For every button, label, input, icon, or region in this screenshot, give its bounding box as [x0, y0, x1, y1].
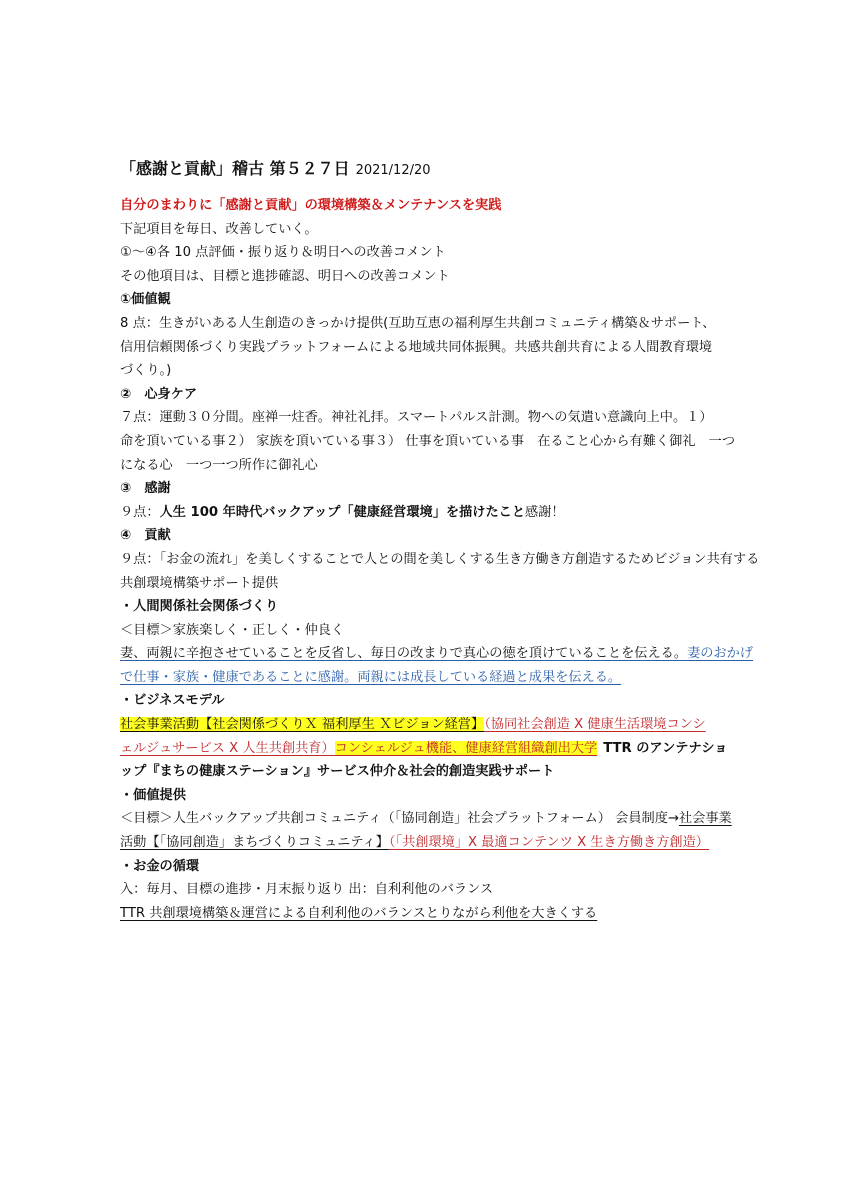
value-line — [120, 807, 735, 831]
intro-line: その他項目は、目標と進捗確認、明日への改善コメント — [120, 268, 450, 284]
business-red-text: ェルジュサービス X 人生共創共育） — [120, 740, 335, 756]
intro-line: 下記項目を毎日、改善していく。 — [120, 221, 318, 237]
contribution-line: 共創環境構築サポート提供 — [120, 575, 279, 591]
section-heading-values: ①価値観 — [120, 292, 171, 308]
care-line: になる心 一つ一つ所作に御礼心 — [120, 457, 318, 473]
values-line: 信用信頼関係づくり実践プラットフォームによる地域共同体振興。共感共創共育による人間教育環境 — [120, 339, 713, 355]
relations-goal: ＜目標＞家族楽しく・正しく・仲良く — [120, 622, 345, 638]
intro-line: ①～④各 10 点評価・振り返り＆明日への改善コメント — [120, 245, 446, 261]
value-text: ＜目標＞人生バックアップ共創コミュニティ（「協同創造」社会プラットフォーム） 会員制度→ — [120, 811, 679, 827]
value-line — [120, 831, 735, 855]
relations-line — [120, 642, 753, 666]
title-text: 「感謝と貢献」稽古 第５２７日 — [120, 159, 350, 178]
gratitude-suffix: 感謝！ — [525, 504, 565, 520]
gratitude-score: ９点： — [120, 504, 160, 520]
section-heading-contribution: ④ 貢献 — [120, 528, 171, 544]
business-heading: ・ビジネスモデル — [120, 693, 225, 709]
gratitude-line — [120, 501, 735, 525]
value-red-text: （「共創環境」X 最適コンテンツ X 生き方働き方創造） — [388, 835, 709, 851]
business-bold-text: TTR のアンテナショ — [603, 740, 728, 756]
care-line: 命を頂いている事２） 家族を頂いている事３） 仕事を頂いている事 在ること心から有難く御礼 一つ — [120, 433, 736, 449]
business-highlight: コンシェルジュ機能、健康経営組織創出大学 — [334, 740, 598, 756]
values-line: づくり。) — [120, 363, 172, 379]
values-line: 8 点：生きがいある人生創造のきっかけ提供(互助互恵の福利厚生共創コミュニティ構築＆サポート、 — [120, 315, 716, 331]
relations-heading: ・人間関係社会関係づくり — [120, 599, 279, 615]
value-heading: ・価値提供 — [120, 787, 186, 803]
business-line: ップ『まちの健康ステーション』サービス仲介＆社会的創造実践サポート — [120, 764, 555, 780]
business-line — [120, 737, 735, 761]
money-heading: ・お金の循環 — [120, 858, 200, 874]
value-underlined-text: 活動【「協同創造」まちづくりコミュニティ】 — [120, 835, 389, 851]
money-line: 入：毎月、目標の進捗・月末振り返り 出：自利利他のバランス — [120, 882, 494, 898]
section-heading-gratitude: ③ 感謝 — [120, 481, 171, 497]
business-highlight: 社会事業活動【社会関係づくりＸ 福利厚生 Ｘビジョン経営】 — [120, 717, 485, 733]
document-body — [120, 194, 760, 925]
value-underlined-text: 社会事業 — [678, 811, 732, 827]
relations-line — [120, 666, 735, 690]
document-date: 2021/12/20 — [355, 163, 431, 178]
business-red-text: （協同社会創造 X 健康生活環境コンシ — [484, 717, 706, 733]
lead-text: 自分のまわりに「感謝と貢献」の環境構築＆メンテナンスを実践 — [120, 198, 502, 213]
gratitude-bold: 人生 100 年時代バックアップ「健康経営環境」を描けたこと — [159, 504, 526, 520]
relations-text: 妻、両親に辛抱させていることを反省し、毎日の改まりで真心の徳を頂けていることを伝える。 — [120, 646, 688, 662]
relations-blue-text: 妻のおかげ — [687, 646, 753, 662]
money-line: TTR 共創環境構築＆運営による自利利他のバランスとりながら利他を大きくする — [120, 905, 598, 921]
business-line — [120, 713, 735, 737]
contribution-line: ９点：「お金の流れ」を美しくすることで人との間を美しくする生き方働き方創造するためビジョン共有する — [120, 551, 760, 567]
section-heading-care: ② 心身ケア — [120, 386, 198, 402]
document-title — [120, 156, 431, 179]
care-line: ７点：運動３０分間。座禅一炷香。神社礼拝。スマートパルス計測。物への気遣い意識向上中。１） — [120, 410, 713, 426]
relations-blue-text: で仕事・家族・健康であることに感謝。両親には成長している経過と成果を伝える。 — [120, 669, 622, 685]
